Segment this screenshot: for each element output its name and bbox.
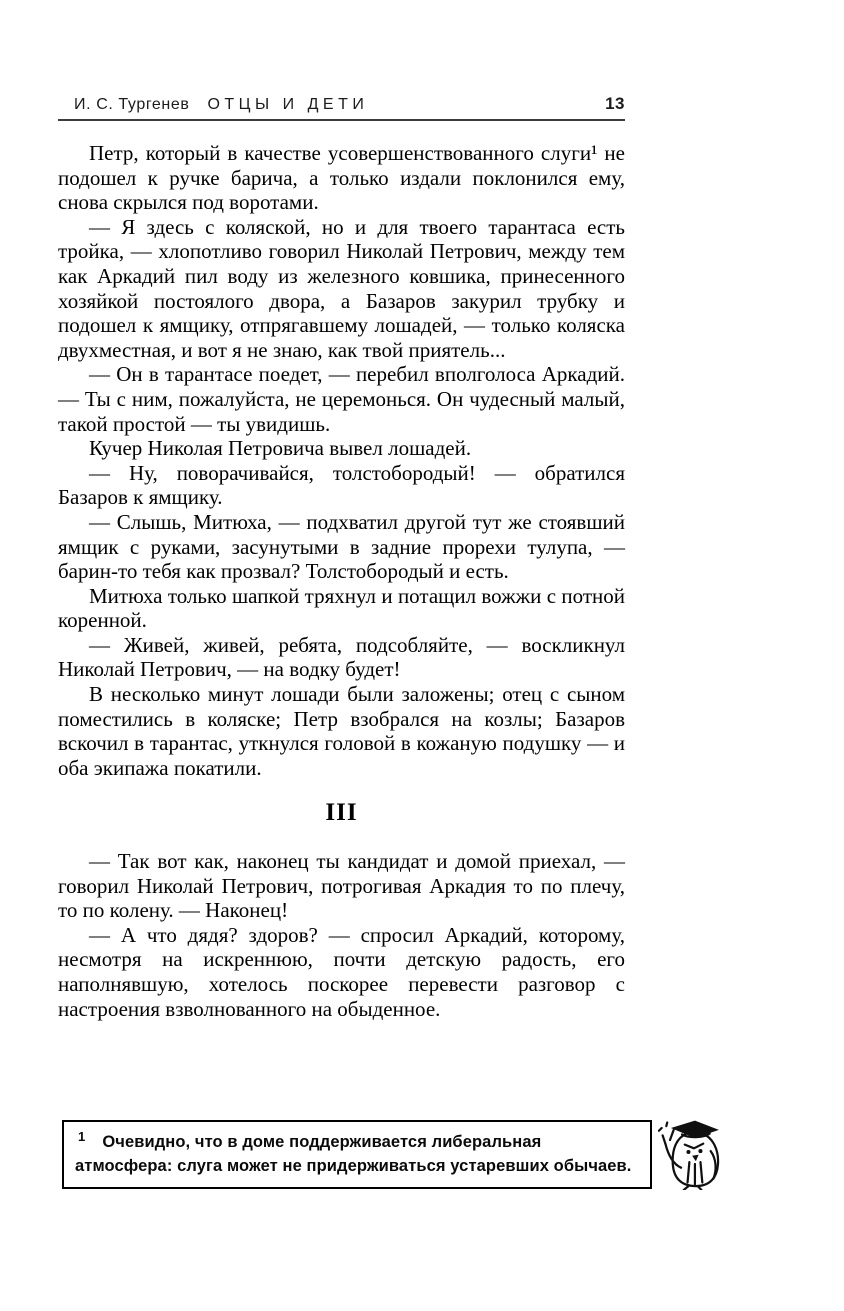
paragraph: — Ну, поворачивайся, толстобородый! — обратился Базаров к ямщику. [58, 460, 625, 510]
paragraph: — Я здесь с коляской, но и для твоего тарантаса есть тройка, — хлопотливо говорил Николай Петрович, между тем как Аркадий пил воду из железного ковшика, принесенного хозяйкой постоялого двора, а Базаров закурил трубку и подошел к ямщику, отпрягавшему лошадей, — только коляска двухместная, и вот я не знаю, как твой приятель... [58, 214, 625, 362]
paragraph: Петр, который в качестве усовершенствованного слуги¹ не подошел к ручке барича, а только издали поклонился ему, снова скрылся под воротами. [58, 141, 625, 215]
header-author: И. С. Тургенев [74, 96, 190, 113]
footnote-marker: 1 [78, 1129, 86, 1144]
footnote-text: Очевидно, что в доме поддерживается либеральная атмосфера: слуга может не придерживаться устаревших обычаев. [75, 1133, 632, 1175]
paragraph: — Он в тарантасе поедет, — перебил вполголоса Аркадий. — Ты с ним, пожалуйста, не церемонься. Он чудесный малый, такой простой — ты увидишь. [58, 362, 625, 436]
paragraph: — Слышь, Митюха, — подхватил другой тут же стоявший ямщик с руками, засунутыми в задние прорехи тулупа, — барин-то тебя как прозвал? Толстобородый и есть. [58, 509, 625, 584]
paragraph: Кучер Николая Петровича вывел лошадей. [89, 436, 472, 461]
footnote-box [62, 1120, 652, 1189]
paragraph: В несколько минут лошади были заложены; отец с сыном поместились в коляске; Петр взобрался на козлы; Базаров вскочил в тарантас, уткнулся головой в кожаную подушку — и оба экипажа покатили. [58, 682, 625, 780]
running-header [58, 95, 625, 121]
chapter-heading: III [325, 799, 358, 827]
paragraph: — А что дядя? здоров? — спросил Аркадий, которому, несмотря на искреннюю, почти детскую радость, его наполнявшую, хотелось поскорее перевести разговор с настроения взволнованного на обыденное. [58, 922, 625, 1021]
paragraph: Митюха только шапкой тряхнул и потащил вожжи с потной коренной. [58, 583, 625, 633]
body-text [58, 141, 625, 1021]
header-book-title: ОТЦЫ И ДЕТИ [207, 96, 369, 113]
paragraph: — Так вот как, наконец ты кандидат и домой приехал, — говорил Николай Петрович, потрогивая Аркадия то по плечу, то по колену. — Наконец! [58, 849, 625, 923]
paragraph: — Живей, живей, ребята, подсобляйте, — воскликнул Николай Петрович, — на водку будет! [58, 632, 625, 682]
owl-graduate-icon [658, 1114, 730, 1190]
header-page-number: 13 [605, 94, 625, 113]
page-column [58, 95, 625, 1021]
